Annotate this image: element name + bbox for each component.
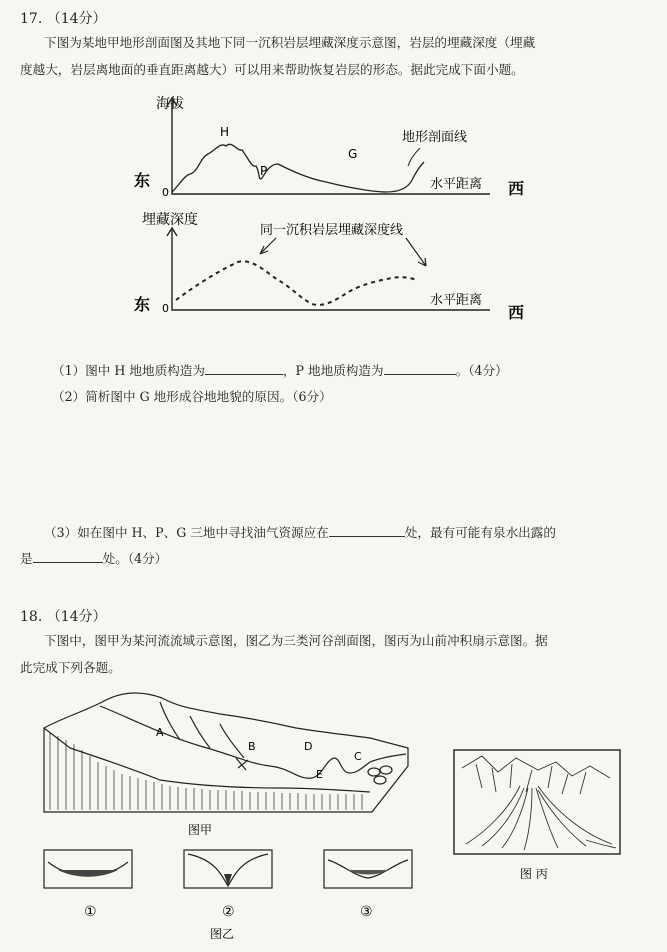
fan-lines: [482, 788, 586, 850]
burial-arrow-left: [260, 238, 276, 254]
terrain-x-label: 水平距离: [430, 177, 483, 192]
figure-yi-valley-profiles: [40, 846, 420, 950]
label-a: A: [156, 726, 164, 739]
q18-intro-line1: 下图中，图甲为某河流流域示意图，图乙为三类河谷剖面图，图丙为山前冲积扇示意图。据: [44, 633, 548, 648]
q17-sub1: [52, 358, 508, 384]
mountain-range: [462, 756, 610, 778]
valley-profile-1: [44, 850, 132, 888]
terrain-leader-line: [408, 148, 420, 166]
q17-sub3-line2: [20, 546, 167, 572]
label-g: G: [348, 147, 358, 161]
alluvial-island-1: [368, 768, 380, 776]
fan-right-edge: [538, 786, 612, 844]
valley-label-2: ②: [222, 904, 235, 920]
label-e: E: [316, 768, 323, 781]
mountain-shading: [476, 764, 586, 794]
burial-east: 东: [134, 295, 151, 314]
burial-depth-figure: [120, 208, 540, 328]
alluvial-island-2: [380, 766, 392, 774]
figure-jia-river-basin: [40, 688, 420, 838]
label-b: B: [248, 740, 256, 753]
q17-sub3-a: （3）如在图中 H、P、G 三地中寻找油气资源应在: [44, 525, 329, 540]
fig-bing-frame: [454, 750, 620, 854]
burial-y-label: 埋藏深度: [142, 212, 198, 228]
fig-jia-caption: 图甲: [188, 823, 213, 837]
burial-depth-line: [176, 261, 418, 305]
label-h: H: [220, 125, 230, 139]
terrain-y-label: 海拔: [156, 96, 184, 112]
terrain-profile-figure: [120, 92, 540, 212]
valley-profile-3: [324, 850, 412, 888]
terrain-origin: 0: [162, 186, 169, 199]
terrain-profile-line: [172, 144, 424, 192]
q18-intro-line2: 此完成下列各题。: [20, 660, 121, 675]
q17-sub3-b: 处，最有可能有泉水出露的: [404, 525, 556, 540]
fig-bing-caption: 图 丙: [520, 867, 548, 881]
q17-sub1-blank2[interactable]: [384, 362, 456, 375]
q17-intro-line2: 度越大，岩层离地面的垂直距离越大）可以用来帮助恢复岩层的形态。据此完成下面小题。: [20, 62, 524, 77]
q17-sub3-blank1[interactable]: [329, 524, 405, 537]
q17-sub1-a: （1）图中 H 地地质构造为: [52, 363, 205, 378]
label-c: C: [354, 750, 362, 763]
q17-sub3-blank2[interactable]: [33, 550, 103, 563]
terrain-curve-label: 地形剖面线: [402, 130, 468, 145]
q17-sub3: [44, 520, 556, 546]
label-d: D: [304, 740, 313, 753]
burial-x-label: 水平距离: [430, 293, 483, 308]
q17-sub3-d: 处。（4分）: [102, 551, 168, 566]
burial-origin: 0: [162, 302, 169, 315]
burial-arrow-right: [406, 238, 426, 266]
valley-label-3: ③: [360, 904, 373, 920]
q18-title: 18. （14分）: [20, 609, 107, 625]
q17-sub3-c: 是: [20, 551, 33, 566]
q17-sub1-blank1[interactable]: [205, 362, 283, 375]
burial-curve-label: 同一沉积岩层埋藏深度线: [260, 223, 404, 238]
q17-sub1-c: 。（4分）: [455, 363, 508, 378]
fan-left-edge: [466, 786, 520, 844]
burial-west: 西: [508, 303, 525, 322]
q17-intro-line1: 下图为某地甲地形剖面图及其地下同一沉积岩层埋藏深度示意图，岩层的埋藏深度（埋藏: [44, 35, 536, 50]
figure-bing-alluvial-fan: [452, 748, 624, 886]
alluvial-island-3: [374, 776, 386, 784]
valley-profile-2: [184, 850, 272, 888]
terrain-east: 东: [134, 171, 151, 190]
label-p: P: [260, 164, 268, 178]
ridge-line: [44, 728, 370, 792]
fig-yi-caption: 图乙: [210, 927, 235, 941]
valley-label-1: ①: [84, 904, 97, 920]
terrain-west: 西: [508, 179, 525, 198]
q17-sub1-b: ，P 地地质构造为: [282, 363, 384, 378]
q17-title: 17. （14分）: [20, 11, 107, 27]
q17-sub2: （2）简析图中 G 地形成谷地地貌的原因。（6分）: [52, 389, 332, 404]
